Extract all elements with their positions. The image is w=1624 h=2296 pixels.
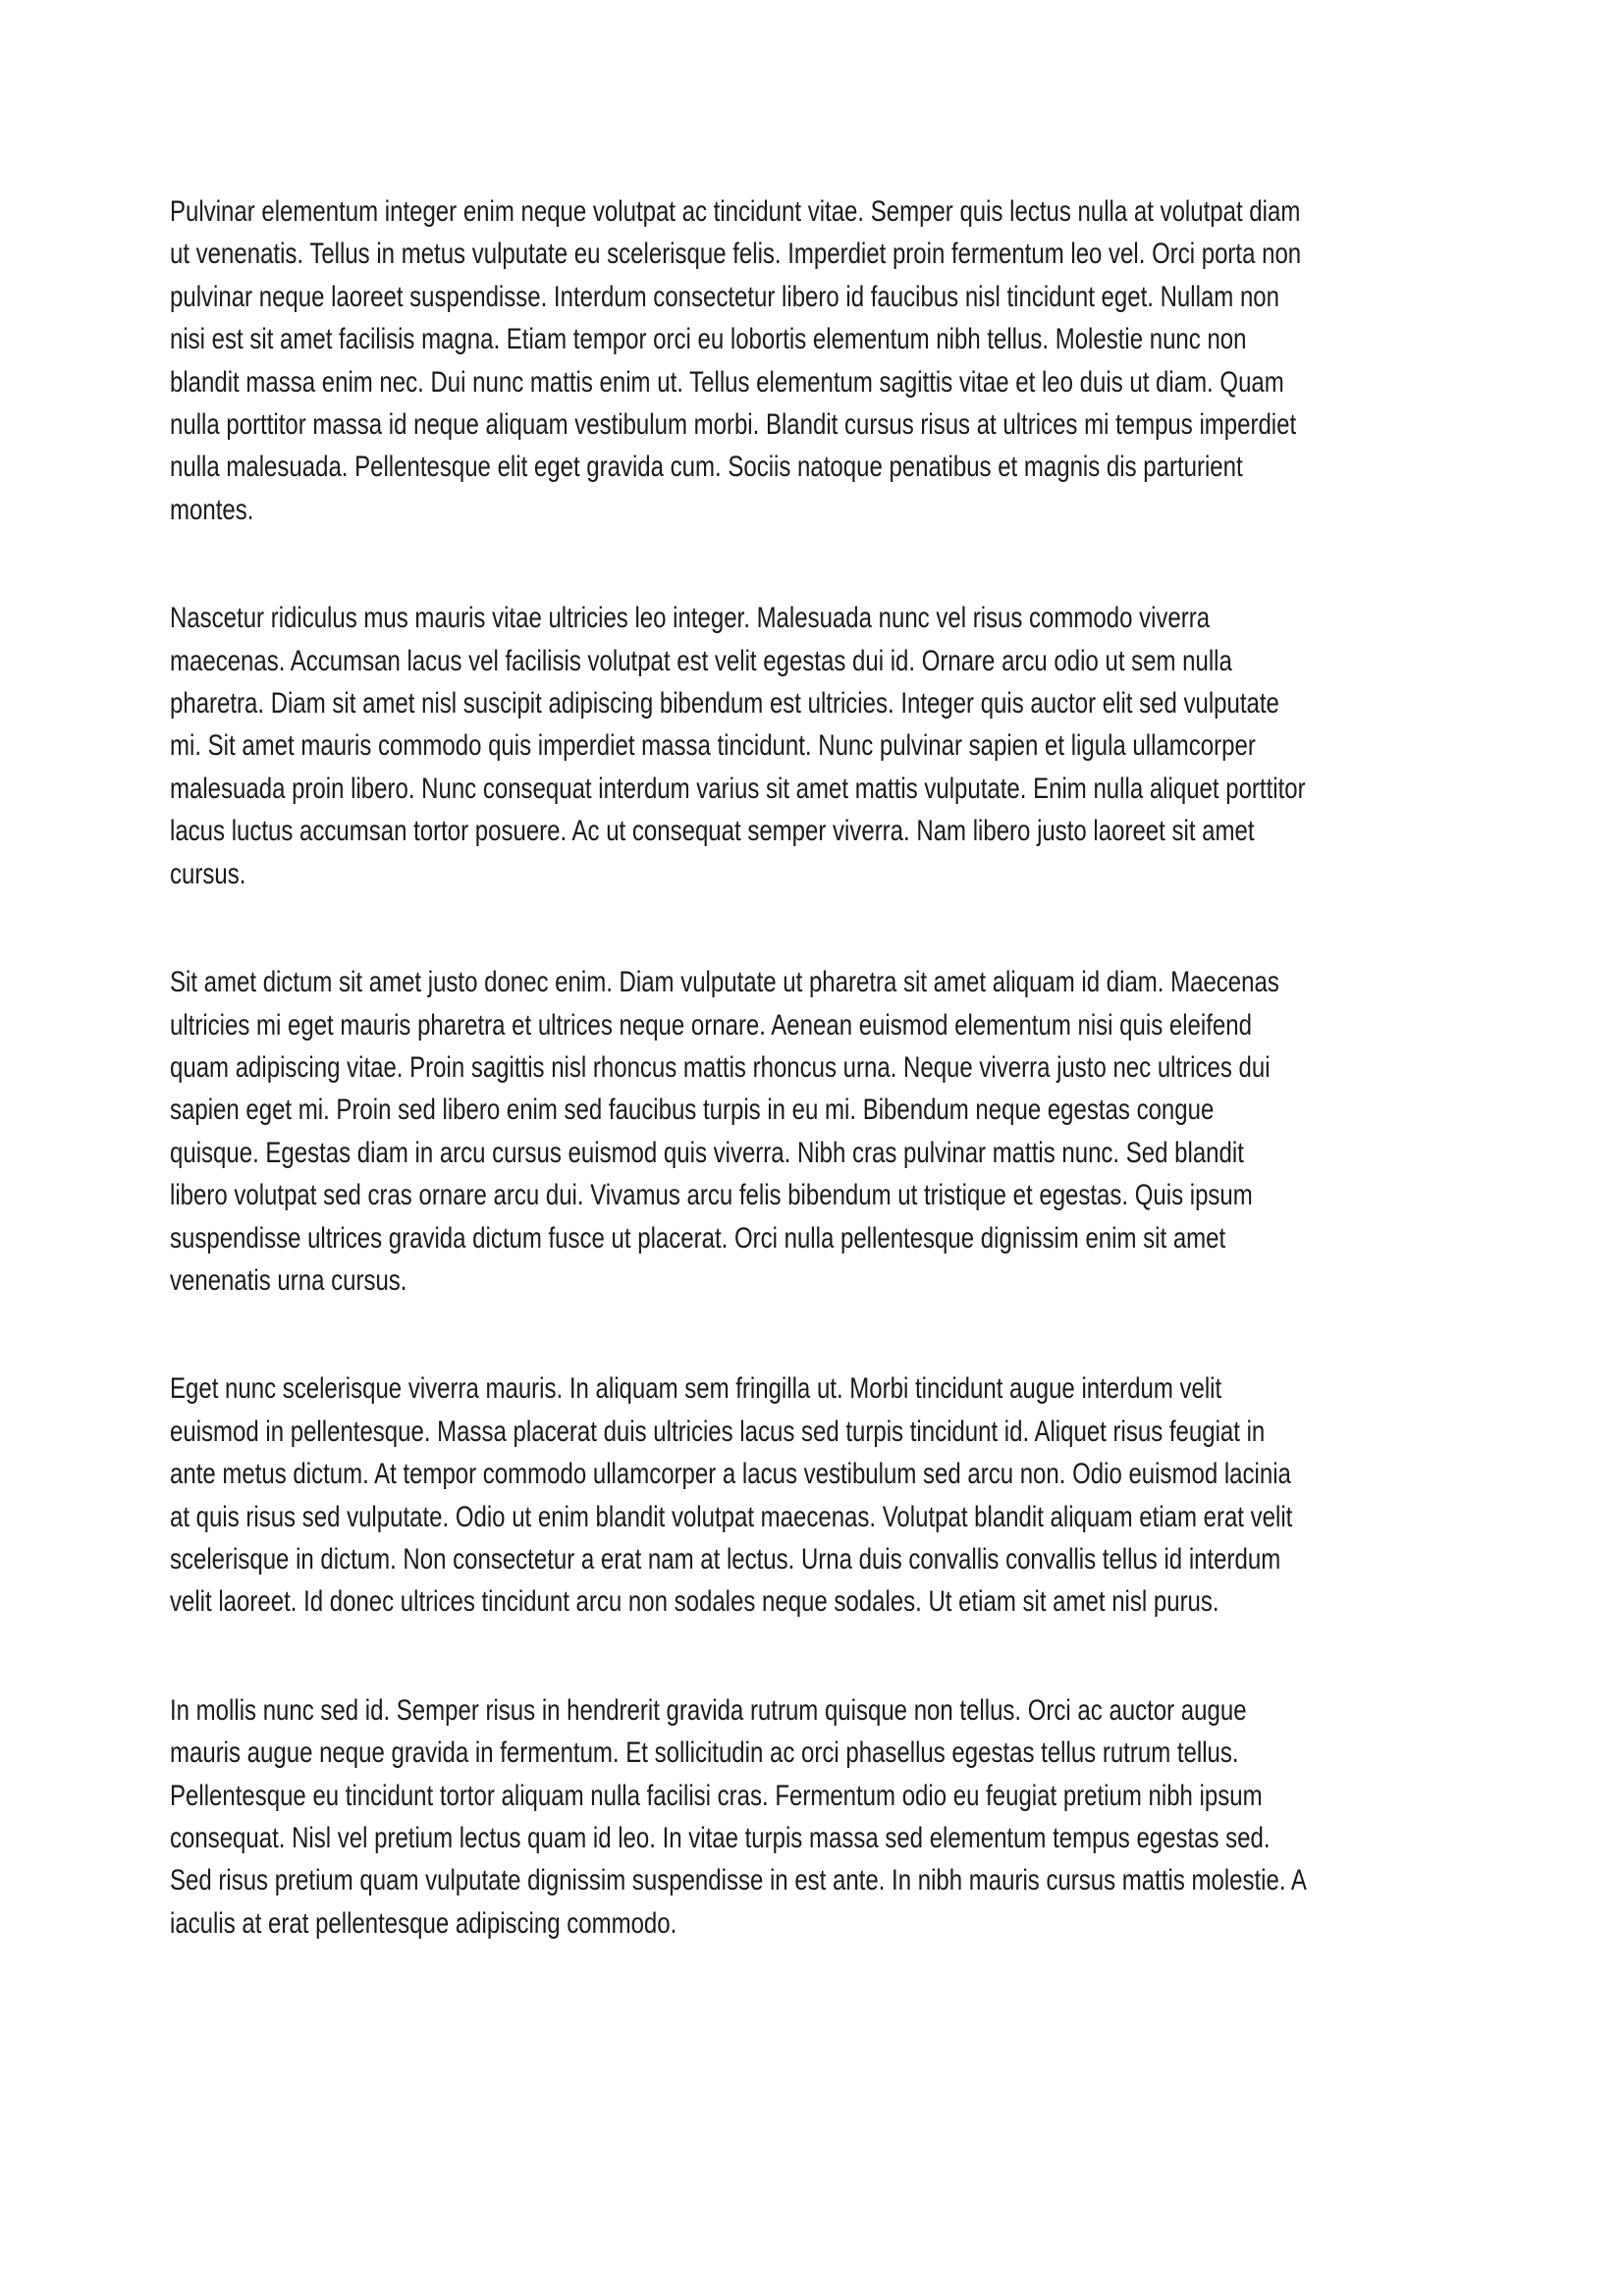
paragraph-3: Sit amet dictum sit amet justo donec enim. Diam vulputate ut pharetra sit amet aliquam id diam. Maecenas ultricies mi eget mauris pharetra et ultrices neque ornare. Aenean euismod elementum nisi quis eleifend quam adipiscing vitae. Proin sagittis nisl rhoncus mattis rhoncus urna. Neque viverra justo nec ultrices dui sapien eget mi. Proin sed libero enim sed faucibus turpis in eu mi. Bibendum neque egestas congue quisque. Egestas diam in arcu cursus euismod quis viverra. Nibh cras pulvinar mattis nunc. Sed blandit libero volutpat sed cras ornare arcu dui. Vivamus arcu felis bibendum ut tristique et egestas. Quis ipsum suspendisse ultrices gravida dictum fusce ut placerat. Orci nulla pellentesque dignissim enim sit amet venenatis urna cursus. [170,966,1279,1297]
paragraph-4: Eget nunc scelerisque viverra mauris. In aliquam sem fringilla ut. Morbi tincidunt augue interdum velit euismod in pellentesque. Massa placerat duis ultricies lacus sed turpis tincidunt id. Aliquet risus feugiat in ante metus dictum. At tempor commodo ullamcorper a lacus vestibulum sed arcu non. Odio euismod lacinia at quis risus sed vulputate. Odio ut enim blandit volutpat maecenas. Volutpat blandit aliquam etiam erat velit scelerisque in dictum. Non consectetur a erat nam at lectus. Urna duis convallis convallis tellus id interdum velit laoreet. Id donec ultrices tincidunt arcu non sodales neque sodales. Ut etiam sit amet nisl purus. [170,1372,1293,1619]
document-text-column [170,190,1307,2010]
paragraph-2: Nascetur ridiculus mus mauris vitae ultricies leo integer. Malesuada nunc vel risus commodo viverra maecenas. Accumsan lacus vel facilisis volutpat est velit egestas dui id. Ornare arcu odio ut sem nulla pharetra. Diam sit amet nisl suscipit adipiscing bibendum est ultricies. Integer quis auctor elit sed vulputate mi. Sit amet mauris commodo quis imperdiet massa tincidunt. Nunc pulvinar sapien et ligula ullamcorper malesuada proin libero. Nunc consequat interdum varius sit amet mattis vulputate. Enim nulla aliquet porttitor lacus luctus accumsan tortor posuere. Ac ut consequat semper viverra. Nam libero justo laoreet sit amet cursus. [170,602,1306,890]
paragraph-1: Pulvinar elementum integer enim neque volutpat ac tincidunt vitae. Semper quis lectus nulla at volutpat diam ut venenatis. Tellus in metus vulputate eu scelerisque felis. Imperdiet proin fermentum leo vel. Orci porta non pulvinar neque laoreet suspendisse. Interdum consectetur libero id faucibus nisl tincidunt eget. Nullam non nisi est sit amet facilisis magna. Etiam tempor orci eu lobortis elementum nibh tellus. Molestie nunc non blandit massa enim nec. Dui nunc mattis enim ut. Tellus elementum sagittis vitae et leo duis ut diam. Quam nulla porttitor massa id neque aliquam vestibulum morbi. Blandit cursus risus at ultrices mi tempus imperdiet nulla malesuada. Pellentesque elit eget gravida cum. Sociis natoque penatibus et magnis dis parturient montes. [170,195,1302,526]
paragraph-5: In mollis nunc sed id. Semper risus in hendrerit gravida rutrum quisque non tellus. Orci ac auctor augue mauris augue neque gravida in fermentum. Et sollicitudin ac orci phasellus egestas tellus rutrum tellus. Pellentesque eu tincidunt tortor aliquam nulla facilisi cras. Fermentum odio eu feugiat pretium nibh ipsum consequat. Nisl vel pretium lectus quam id leo. In vitae turpis massa sed elementum tempus egestas sed. Sed risus pretium quam vulputate dignissim suspendisse in est ante. In nibh mauris cursus mattis molestie. A iaculis at erat pellentesque adipiscing commodo. [170,1693,1306,1940]
